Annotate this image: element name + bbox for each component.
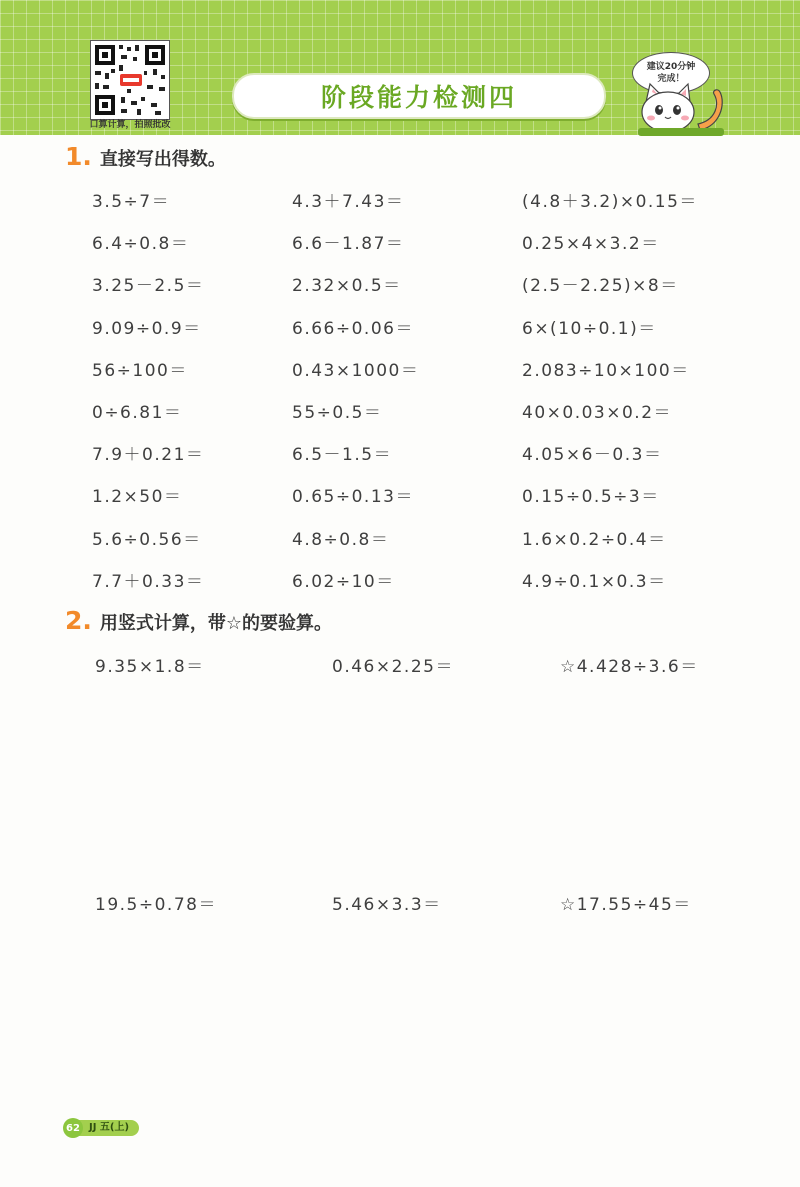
section-1-title: 直接写出得数。 xyxy=(99,149,226,170)
problem-item: 6.6－1.87＝ xyxy=(292,234,405,255)
problem-item: 0.15÷0.5÷3＝ xyxy=(522,487,660,508)
problem-item: 2.083÷10×100＝ xyxy=(522,360,690,381)
problem-item: 4.9÷0.1×0.3＝ xyxy=(522,571,667,592)
problem-item: ☆4.428÷3.6＝ xyxy=(560,657,699,677)
problem-item: 3.25－2.5＝ xyxy=(92,276,205,297)
problem-item: 0.65÷0.13＝ xyxy=(292,487,414,508)
cat-mascot-icon xyxy=(636,80,728,136)
problem-item: 6.02÷10＝ xyxy=(292,571,395,592)
qr-caption: 口算计算，拍照批改 xyxy=(89,120,171,130)
section-1-number: 1. xyxy=(65,142,92,171)
problem-item: 0.43×1000＝ xyxy=(292,360,420,381)
header-band xyxy=(0,0,800,135)
problem-item: 1.6×0.2÷0.4＝ xyxy=(522,529,667,550)
problem-item: 4.05×6－0.3＝ xyxy=(522,445,663,466)
problem-item: 0.46×2.25＝ xyxy=(332,657,454,677)
problem-item: ☆17.55÷45＝ xyxy=(560,895,692,915)
problem-item: 6.66÷0.06＝ xyxy=(292,318,414,339)
problem-item: 9.35×1.8＝ xyxy=(95,657,205,677)
problem-item: 56÷100＝ xyxy=(92,360,188,381)
bubble-line-2: 完成！ xyxy=(657,74,685,84)
problem-item: 4.3＋7.43＝ xyxy=(292,192,405,212)
problem-item: 7.9＋0.21＝ xyxy=(92,445,205,466)
problem-item: 55÷0.5＝ xyxy=(292,403,383,423)
problem-item: 5.6÷0.56＝ xyxy=(92,529,202,550)
page-number: 62 xyxy=(63,1118,83,1138)
problem-item: 2.32×0.5＝ xyxy=(292,276,402,297)
problem-item: 7.7＋0.33＝ xyxy=(92,571,205,592)
section-2-number: 2. xyxy=(65,606,92,635)
problem-item: (2.5－2.25)×8＝ xyxy=(522,276,679,297)
title-banner xyxy=(232,73,606,119)
page-footer xyxy=(63,1119,139,1137)
bubble-line-1: 建议20分钟 xyxy=(646,62,696,72)
qr-code-icon xyxy=(91,41,169,119)
section-2-title: 用竖式计算，带☆的要验算。 xyxy=(99,613,333,634)
problem-item: 0.25×4×3.2＝ xyxy=(522,234,660,255)
grade-label: JJ 五(上) xyxy=(77,1120,139,1136)
problem-item: 6.5－1.5＝ xyxy=(292,445,393,466)
problem-item: 1.2×50＝ xyxy=(92,487,183,508)
section-2-heading xyxy=(65,606,332,635)
problem-item: (4.8＋3.2)×0.15＝ xyxy=(522,192,698,212)
problem-item: 5.46×3.3＝ xyxy=(332,895,442,915)
problem-item: 19.5÷0.78＝ xyxy=(95,895,217,915)
problem-item: 4.8÷0.8＝ xyxy=(292,529,390,550)
qr-code[interactable] xyxy=(90,40,170,120)
problem-item: 9.09÷0.9＝ xyxy=(92,318,202,339)
page-title: 阶段能力检测四 xyxy=(320,83,517,112)
section-1-heading xyxy=(65,142,226,171)
problem-item: 6.4÷0.8＝ xyxy=(92,234,190,255)
problem-item: 0÷6.81＝ xyxy=(92,403,183,423)
problem-item: 3.5÷7＝ xyxy=(92,192,171,212)
problem-item: 6×(10÷0.1)＝ xyxy=(522,318,657,339)
problem-item: 40×0.03×0.2＝ xyxy=(522,403,673,423)
